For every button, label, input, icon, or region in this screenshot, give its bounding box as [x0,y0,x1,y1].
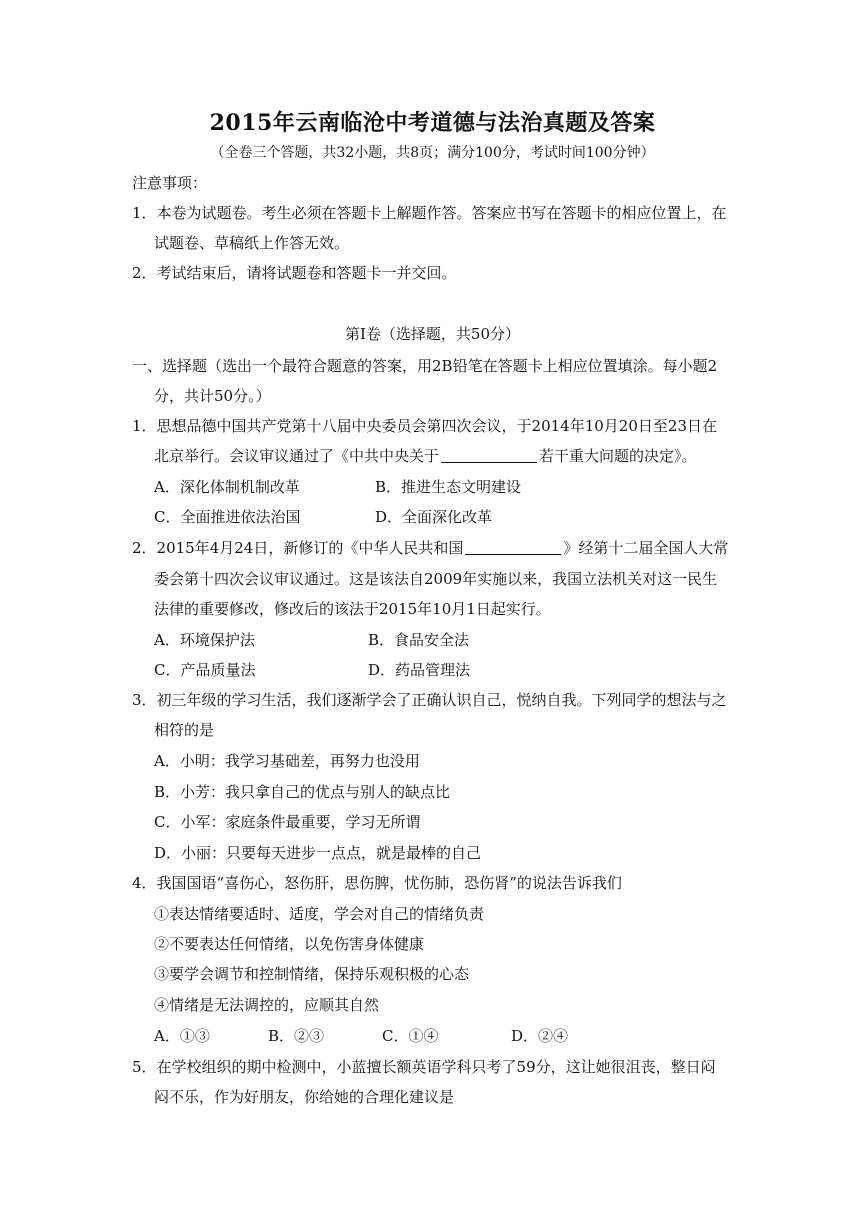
question-2-text-before-blank: 2．2015年4月24日，新修订的《中华人民共和国 [132,539,464,557]
question-2-text-cont-2: 法律的重要修改，修改后的该法于2015年10月1日起实行。 [154,600,551,618]
section-instruction: 一、选择题（选出一个最符合题意的答案，用2B铅笔在答题卡上相应位置填涂。每小题2 [132,357,718,375]
exam-subtitle: （全卷三个答题，共32小题，共8页；满分100分，考试时间100分钟） [210,145,655,161]
q1-option-b: B．推进生态文明建设 [375,478,522,496]
question-4-text: 4．我国国语“喜伤心，怒伤肝，思伤脾，忧伤肺，恐伤肾”的说法告诉我们 [132,874,622,892]
note-item-2: 2．考试结束后，请将试题卷和答题卡一并交回。 [132,264,457,282]
q4-statement-3: ③要学会调节和控制情绪，保持乐观积极的心态 [154,965,470,983]
q3-option-c: C．小军：家庭条件最重要，学习无所谓 [154,813,421,831]
q1-option-c: C．全面推进依法治国 [154,508,301,526]
notes-heading: 注意事项： [132,174,208,192]
q2-option-d: D．药品管理法 [368,661,471,679]
q4-option-b: B．②③ [268,1027,325,1045]
q4-statement-1: ①表达情绪要适时、适度，学会对自己的情绪负责 [154,905,485,923]
question-2-text [132,538,728,558]
question-3-text-cont: 相符的是 [154,721,215,739]
q4-option-d: D．②④ [511,1027,569,1045]
q4-option-c: C．①④ [382,1027,439,1045]
question-5-text: 5．在学校组织的期中检测中，小蓝擅长额英语学科只考了59分，这让她很沮丧，整日闷 [132,1058,716,1076]
question-1-text-cont [154,446,697,466]
note-item-1-cont: 试题卷、草稿纸上作答无效。 [154,234,350,252]
question-2-text-cont: 委会第十四次会议审议通过。这是该法自2009年实施以来，我国立法机关对这一民生 [154,570,718,588]
question-1-text-before-blank: 北京举行。会议审议通过了《中共中央关于 [154,447,440,465]
section-instruction-cont: 分，共计50分。） [154,387,271,405]
q1-option-a: A．深化体制机制改革 [154,478,300,496]
question-5-text-cont: 闷不乐，作为好朋友，你给她的合理化建议是 [154,1088,455,1106]
q4-statement-2: ②不要表达任何情绪，以免伤害身体健康 [154,935,425,953]
q3-option-d: D．小丽：只要每天进步一点点，就是最棒的自己 [154,844,482,862]
q2-option-b: B．食品安全法 [368,631,470,649]
answer-blank [465,540,561,555]
q4-option-a: A．①③ [154,1027,210,1045]
q1-option-d: D．全面深化改革 [375,508,493,526]
question-1-text-after-blank: 若干重大问题的决定》。 [539,447,697,465]
question-2-text-after-blank: 》经第十二届全国人大常 [563,539,729,557]
question-1-text: 1．思想品德中国共产党第十八届中央委员会第四次会议，于2014年10月20日至23日在 [132,417,717,435]
q2-option-c: C．产品质量法 [154,661,256,679]
q2-option-a: A．环境保护法 [154,631,255,649]
answer-blank [441,448,537,463]
question-3-text: 3．初三年级的学习生活，我们逐渐学会了正确认识自己，悦纳自我。下列同学的想法与之 [132,691,727,709]
section-title: 第Ⅰ卷（选择题，共50分） [344,325,520,343]
q4-statement-4: ④情绪是无法调控的，应顺其自然 [154,996,380,1014]
page-title: 2015年云南临沧中考道德与法治真题及答案 [209,110,656,136]
note-item-1: 1．本卷为试题卷。考生必须在答题卡上解题作答。答案应书写在答题卡的相应位置上，在 [132,204,727,222]
q3-option-a: A．小明：我学习基础差，再努力也没用 [154,752,420,770]
q3-option-b: B．小芳：我只拿自己的优点与别人的缺点比 [154,783,451,801]
